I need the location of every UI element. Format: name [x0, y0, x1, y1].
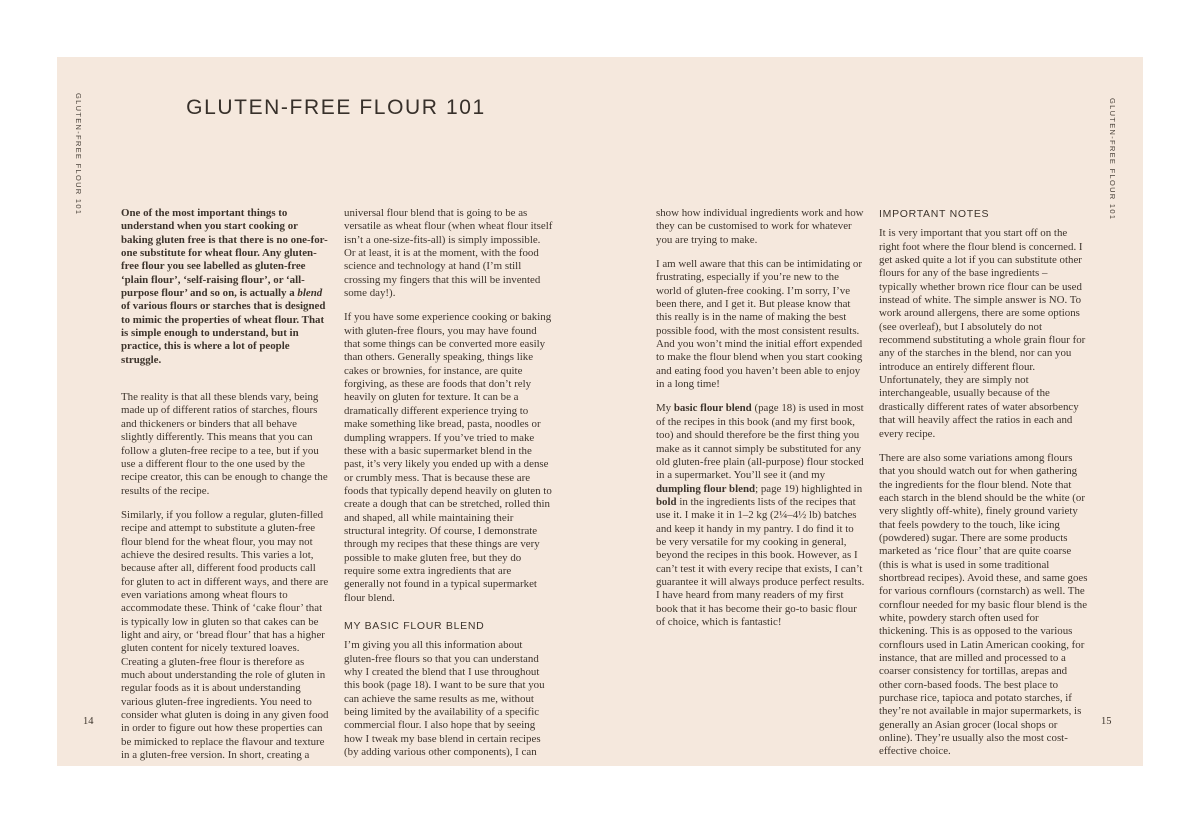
body-paragraph: There are also some variations among flours that you should watch out for when gathering the ingredients for the flour blend. Note that each starch in the blend should be the white (or very slightly off-white), finely ground variety that feels powdery to the touch, like icing (powdered) sugar. There are some products marketed as ‘rice flour’ that are quite coarse (this is what is used in some traditional shortbread recipes). Avoid these, and same goes for various cornflours (cornstarch) as well. The cornflour needed for my basic flour blend is the white, powdery starch often used for thickening. This is as opposed to the various cornflours used in Latin American cooking, for instance, that are milled and processed to a coarser consistency for tortillas, arepas and other corn-based foods. The best place to purchase rice, tapioca and potato starches, if they’re not available in major supermarkets, is generally an Asian grocer (local shops or online). They’re usually also the most cost-effective choice.	[879, 451, 1088, 758]
body-paragraph: universal flour blend that is going to be as versatile as wheat flour (when wheat flour itself isn’t a one-size-fits-all) is simply impossible. Or at least, it is at the moment, with the food science and technology at hand (I’m still crossing my fingers that this will be invented some day!).	[344, 207, 553, 300]
body-paragraph: Similarly, if you follow a regular, gluten-filled recipe and attempt to substitute a gluten-free flour blend for the wheat flour, you may not achieve the desired results. This varies a lot, because after all, different food products call for gluten to act in different ways, and there are even variations among wheat flours to accommodate these. Think of ‘cake flour’ that is typically low in gluten so that cakes can be light and airy, or ‘bread flour’ that has a higher gluten content for nicely textured loaves. Creating a gluten-free flour is therefore as much about understanding the role of gluten in regular foods as it is about understanding various gluten-free ingredients. You need to consider what gluten is doing in any given food in order to figure out how these properties can be mimicked to replace the flavour and texture in a gluten-free version. In short, creating a	[121, 508, 329, 762]
page-title: GLUTEN-FREE FLOUR 101	[186, 96, 486, 119]
body-paragraph: I am well aware that this can be intimidating or frustrating, especially if you’re new to the world of gluten-free cooking. I’m sorry, I’ve been there, and I get it. But please know that this really is in the name of making the best possible food, with the most consistent results. And you won’t mind the initial effort expended to make the flour blend when you start cooking and eating food you haven’t been able to enjoy in a long time!	[656, 258, 863, 391]
body-paragraph: My basic flour blend (page 18) is used in most of the recipes in this book (and my first book, too) and should therefore be the first thing you make as it cannot simply be substituted for any old gluten-free plain (all-purpose) flour stocked in a supermarket. You’ll see it (and my dumpling flour blend; page 19) highlighted in bold in the ingredients lists of the recipes that use it. I make it in 1–2 kg (2¼–4½ lb) batches and keep it handy in my pantry. I do find it to be very versatile for my cooking in general, beyond the recipes in this book. However, as I can’t test it with every recipe that exists, I can’t guarantee it will always produce perfect results. I have heard from many readers of my first book that it has become their go-to basic flour of choice, which is fantastic!	[656, 402, 865, 628]
left-margin-vertical-label: GLUTEN-FREE FLOUR 101	[74, 93, 83, 216]
text-column-1	[121, 207, 330, 773]
body-paragraph: I’m giving you all this information about gluten-free flours so that you can understand why I created the blend that I use throughout this book (page 18). I want to be sure that you can achieve the same results as me, without being limited by the availability of a specific commercial flour. I also hope that by seeing how I tweak my base blend in certain recipes (by adding various other components), I can	[344, 639, 545, 759]
text-column-3	[656, 207, 865, 640]
book-spread	[57, 57, 1143, 766]
body-paragraph: The reality is that all these blends vary, being made up of different ratios of starches, flours and thickeners or binders that all behave slightly differently. This means that you can follow a gluten-free recipe to a tee, but if you use a different flour to the one used by the recipe creator, this can be enough to change the results of the recipe.	[121, 391, 328, 497]
page-number-left: 14	[83, 716, 94, 727]
body-paragraph: It is very important that you start off on the right foot where the flour blend is concerned. I get asked quite a lot if you can substitute other flours for any of the base ingredients – typically whether brown rice flour can be used instead of white. The simple answer is NO. To work around allergens, there are some options (see overleaf), but I absolutely do not recommend substituting a whole grain flour for any of the starches in the blend, nor can you introduce an entirely different flour. Unfortunately, they are simply not interchangeable, usually because of the drastically different rates of water absorbency that will heavily affect the ratios in each and every recipe.	[879, 227, 1086, 440]
text-column-4	[879, 207, 1088, 770]
body-paragraph: If you have some experience cooking or baking with gluten-free flours, you may have found that some things can be converted more easily than others. Generally speaking, things like cakes or brownies, for instance, are quite forgiving, as these are foods that don’t rely heavily on gluten for texture. It can be a dramatically different experience trying to make something like bread, pasta, noodles or dumpling wrappers. If you’ve tried to make these with a basic supermarket blend in the past, it’s very likely you ended up with a dense or crumbly mess. That is because these are foods that typically depend heavily on gluten to create a dough that can be stretched, rolled thin and shaped, all while maintaining their structural integrity. Of course, I demonstrate through my recipes that these things are very possible to make gluten free, but they do require some extra ingredients that are generally not found in a typical supermarket flour blend.	[344, 311, 552, 604]
right-margin-vertical-label: GLUTEN-FREE FLOUR 101	[1108, 98, 1117, 221]
section-heading: MY BASIC FLOUR BLEND	[344, 619, 485, 632]
body-paragraph: show how individual ingredients work and how they can be customised to work for whatever you are trying to make.	[656, 207, 864, 246]
page-number-right: 15	[1101, 716, 1112, 727]
body-paragraph: One of the most important things to understand when you start cooking or baking gluten free is that there is no one-for-one substitute for wheat flour. Any gluten-free flour you see labelled as gluten-free ‘plain flour’, ‘self-raising flour’, or ‘all-purpose flour’ and so on, is actually a blend of various flours or starches that is designed to mimic the properties of wheat flour. That is simple enough to understand, but in practice, this is where a lot of people struggle.	[121, 207, 328, 366]
section-heading: IMPORTANT NOTES	[879, 208, 990, 220]
text-column-2	[344, 207, 553, 770]
